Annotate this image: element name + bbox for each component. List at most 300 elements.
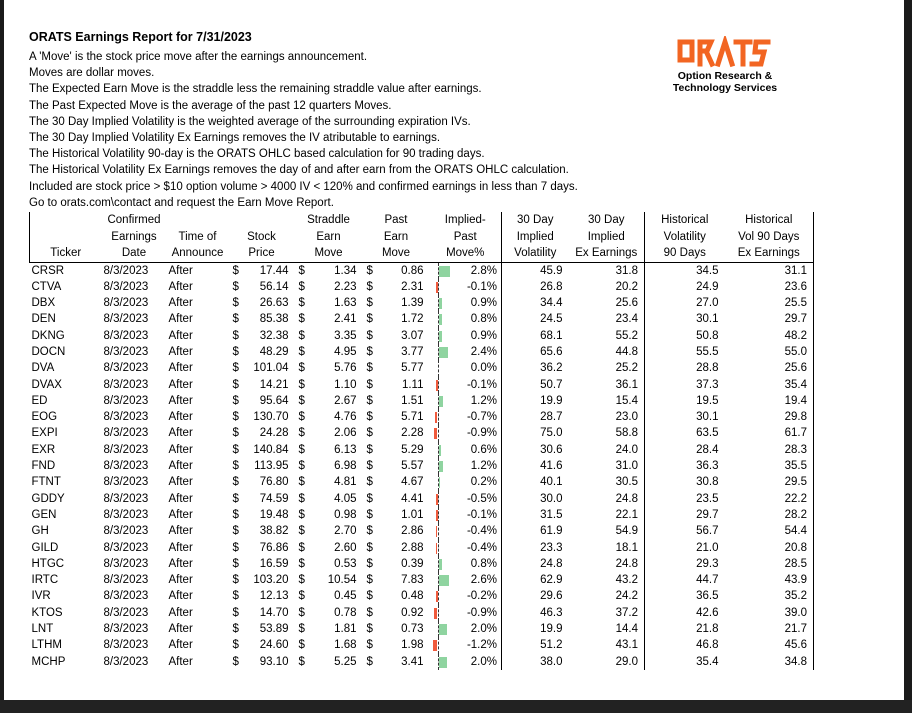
dollar-sign: $ (366, 557, 373, 570)
dollar-sign: $ (232, 427, 239, 440)
hv90-cell: 30.1 (696, 313, 719, 326)
past-earn-move-cell-value: 5.77 (401, 362, 424, 375)
past-earn-move-cell (363, 637, 430, 653)
stock-price-cell (229, 507, 295, 523)
iv30-cell: 41.6 (540, 460, 563, 473)
iv30-cell: 19.9 (540, 394, 563, 407)
stock-price-cell-value: 101.04 (253, 362, 289, 375)
hv90-cell: 46.8 (696, 639, 719, 652)
move-bar (439, 396, 444, 407)
straddle-earn-move-cell (295, 507, 363, 523)
implied-past-move-value: 0.2% (470, 476, 497, 489)
straddle-earn-move-cell (295, 311, 363, 327)
bar-axis (438, 637, 439, 653)
dollar-sign: $ (232, 264, 239, 277)
earnings-date-cell: 8/3/2023 (103, 411, 149, 424)
ticker-cell: CRSR (31, 264, 65, 277)
stock-price-cell (229, 311, 295, 327)
implied-past-move-value: -0.9% (466, 606, 497, 619)
past-earn-move-cell-value: 0.73 (401, 623, 424, 636)
straddle-earn-move-cell (295, 279, 363, 295)
dollar-sign: $ (366, 525, 373, 538)
dollar-sign: $ (298, 411, 305, 424)
implied-past-move-cell (430, 507, 502, 523)
ticker-cell: GEN (31, 508, 57, 521)
bar-axis (438, 491, 439, 507)
past-earn-move-cell (363, 621, 430, 637)
hv90-ex-earnings-cell: 28.3 (725, 442, 814, 458)
iv30-cell: 75.0 (540, 427, 563, 440)
implied-past-move-value: 2.4% (470, 345, 497, 358)
dollar-sign: $ (366, 443, 373, 456)
iv30-ex-earnings-cell: 20.2 (569, 279, 645, 295)
iv30-cell: 36.2 (540, 362, 563, 375)
stock-price-cell-value: 48.29 (259, 345, 289, 358)
announce-time-cell: After (168, 655, 193, 668)
table-body (30, 262, 814, 670)
report-page (4, 0, 904, 700)
iv30-cell: 30.0 (540, 492, 563, 505)
ticker-cell: EXR (31, 443, 56, 456)
table-row (30, 458, 814, 474)
stock-price-cell (229, 442, 295, 458)
earnings-date-cell: 8/3/2023 (103, 280, 149, 293)
straddle-earn-move-cell-value: 1.68 (334, 639, 357, 652)
iv30-ex-earnings-cell: 55.2 (569, 328, 645, 344)
table-row (30, 425, 814, 441)
earnings-date-cell: 8/3/2023 (103, 345, 149, 358)
stock-price-cell (229, 637, 295, 653)
straddle-earn-move-cell (295, 491, 363, 507)
dollar-sign: $ (232, 590, 239, 603)
iv30-cell: 26.8 (540, 280, 563, 293)
past-earn-move-cell-value: 1.72 (401, 313, 424, 326)
dollar-sign: $ (298, 508, 305, 521)
note-line: The Historical Volatility 90-day is the ORATS OHLC based calculation for 90 trading days. (29, 148, 485, 161)
stock-price-cell (229, 344, 295, 360)
column-header: Earn (316, 230, 341, 243)
earnings-date-cell: 8/3/2023 (103, 508, 149, 521)
move-bar (439, 445, 441, 456)
past-earn-move-cell (363, 425, 430, 441)
ticker-cell: DOCN (31, 345, 66, 358)
implied-past-move-value: -0.1% (466, 280, 497, 293)
dollar-sign: $ (366, 411, 373, 424)
iv30-ex-earnings-cell: 23.0 (569, 409, 645, 425)
earnings-table (29, 212, 814, 670)
hv90-ex-earnings-cell: 48.2 (725, 328, 814, 344)
implied-past-move-cell (430, 360, 502, 376)
straddle-earn-move-cell (295, 360, 363, 376)
dollar-sign: $ (366, 313, 373, 326)
dollar-sign: $ (232, 362, 239, 375)
past-earn-move-cell (363, 409, 430, 425)
earnings-date-cell: 8/3/2023 (103, 492, 149, 505)
column-header: Move (363, 245, 430, 262)
implied-past-move-value: -1.2% (466, 639, 497, 652)
iv30-ex-earnings-cell: 30.5 (569, 474, 645, 490)
implied-past-move-value: 2.0% (470, 623, 497, 636)
column-header: Vol 90 Days (725, 229, 814, 246)
column-header: Implied (502, 229, 569, 246)
straddle-earn-move-cell (295, 393, 363, 409)
stock-price-cell (229, 360, 295, 376)
note-line: Included are stock price > $10 option volume > 4000 IV < 120% and confirmed earnings in less than 7 days. (29, 180, 578, 193)
ticker-cell: ED (31, 394, 48, 407)
straddle-earn-move-cell-value: 1.81 (334, 623, 357, 636)
ticker-cell: GH (31, 525, 49, 538)
stock-price-cell (229, 458, 295, 474)
column-header: Stock (247, 230, 276, 243)
stock-price-cell-value: 93.10 (259, 655, 289, 668)
past-earn-move-cell-value: 1.01 (401, 508, 424, 521)
ticker-cell: IVR (31, 590, 51, 603)
dollar-sign: $ (298, 362, 305, 375)
earnings-date-cell: 8/3/2023 (103, 460, 149, 473)
past-earn-move-cell (363, 474, 430, 490)
past-earn-move-cell-value: 5.57 (401, 460, 424, 473)
straddle-earn-move-cell (295, 621, 363, 637)
column-header: Volatility (502, 245, 569, 262)
dollar-sign: $ (298, 427, 305, 440)
move-bar (439, 347, 449, 358)
stock-price-cell (229, 491, 295, 507)
iv30-ex-earnings-cell: 37.2 (569, 605, 645, 621)
table-row (30, 507, 814, 523)
past-earn-move-cell (363, 295, 430, 311)
stock-price-cell (229, 377, 295, 393)
iv30-ex-earnings-cell: 58.8 (569, 425, 645, 441)
stock-price-cell (229, 409, 295, 425)
straddle-earn-move-cell-value: 0.78 (334, 606, 357, 619)
implied-past-move-cell (430, 458, 502, 474)
straddle-earn-move-cell-value: 1.10 (334, 378, 357, 391)
dollar-sign: $ (232, 623, 239, 636)
implied-past-move-cell (430, 540, 502, 556)
iv30-ex-earnings-cell: 43.2 (569, 572, 645, 588)
dollar-sign: $ (366, 639, 373, 652)
dollar-sign: $ (232, 297, 239, 310)
dollar-sign: $ (366, 606, 373, 619)
hv90-ex-earnings-cell: 29.7 (725, 311, 814, 327)
announce-time-cell: After (168, 492, 193, 505)
past-earn-move-cell-value: 5.29 (401, 443, 424, 456)
ticker-cell: GILD (31, 541, 59, 554)
dollar-sign: $ (232, 541, 239, 554)
stock-price-cell-value: 26.63 (259, 297, 289, 310)
hv90-cell: 28.8 (696, 362, 719, 375)
ticker-cell: IRTC (31, 574, 59, 587)
straddle-earn-move-cell (295, 605, 363, 621)
bar-axis (438, 409, 439, 425)
table-row (30, 360, 814, 376)
note-line: The Historical Volatility Ex Earnings removes the day of and after earn from the ORATS OHLC calculation. (29, 164, 569, 177)
move-bar (439, 657, 447, 668)
column-header: Time of (178, 230, 217, 243)
dollar-sign: $ (298, 574, 305, 587)
past-earn-move-cell-value: 7.83 (401, 574, 424, 587)
iv30-cell: 68.1 (540, 329, 563, 342)
hv90-ex-earnings-cell: 43.9 (725, 572, 814, 588)
move-bar (436, 282, 438, 293)
earnings-date-cell: 8/3/2023 (103, 443, 149, 456)
past-earn-move-cell (363, 458, 430, 474)
table-row (30, 295, 814, 311)
announce-time-cell: After (168, 329, 193, 342)
straddle-earn-move-cell (295, 344, 363, 360)
column-header: Move (295, 245, 363, 262)
dollar-sign: $ (366, 655, 373, 668)
hv90-ex-earnings-cell: 55.0 (725, 344, 814, 360)
column-header: Earnings (111, 230, 157, 243)
ticker-cell: EXPI (31, 427, 58, 440)
stock-price-cell (229, 262, 295, 279)
dollar-sign: $ (366, 590, 373, 603)
straddle-earn-move-cell-value: 2.23 (334, 280, 357, 293)
straddle-earn-move-cell-value: 2.67 (334, 394, 357, 407)
iv30-cell: 51.2 (540, 639, 563, 652)
hv90-cell: 63.5 (696, 427, 719, 440)
earnings-date-cell: 8/3/2023 (103, 655, 149, 668)
dollar-sign: $ (298, 313, 305, 326)
announce-time-cell: After (168, 411, 193, 424)
table-row (30, 393, 814, 409)
dollar-sign: $ (232, 443, 239, 456)
hv90-cell: 56.7 (696, 525, 719, 538)
iv30-ex-earnings-cell: 18.1 (569, 540, 645, 556)
move-bar (439, 575, 449, 586)
column-header: Price (229, 245, 295, 262)
stock-price-cell (229, 328, 295, 344)
dollar-sign: $ (366, 329, 373, 342)
note-line: The 30 Day Implied Volatility Ex Earnings removes the IV atributable to earnings. (29, 131, 441, 144)
earnings-date-cell: 8/3/2023 (103, 476, 149, 489)
table-row (30, 654, 814, 670)
report-title: ORATS Earnings Report for 7/31/2023 (29, 30, 252, 44)
dollar-sign: $ (298, 606, 305, 619)
ticker-cell: KTOS (31, 606, 63, 619)
hv90-cell: 29.3 (696, 557, 719, 570)
announce-time-cell: After (168, 443, 193, 456)
past-earn-move-cell-value: 2.31 (401, 280, 424, 293)
iv30-cell: 38.0 (540, 655, 563, 668)
past-earn-move-cell-value: 4.41 (401, 492, 424, 505)
implied-past-move-value: -0.4% (466, 541, 497, 554)
iv30-ex-earnings-cell: 25.2 (569, 360, 645, 376)
dollar-sign: $ (366, 394, 373, 407)
announce-time-cell: After (168, 362, 193, 375)
implied-past-move-value: 2.8% (470, 264, 497, 277)
column-header: Confirmed (107, 214, 161, 226)
ticker-cell: CTVA (31, 280, 62, 293)
move-bar (433, 640, 438, 651)
past-earn-move-cell-value: 2.88 (401, 541, 424, 554)
announce-time-cell: After (168, 280, 193, 293)
dollar-sign: $ (298, 557, 305, 570)
table-row (30, 605, 814, 621)
iv30-ex-earnings-cell: 24.8 (569, 491, 645, 507)
stock-price-cell (229, 572, 295, 588)
earnings-date-cell: 8/3/2023 (103, 574, 149, 587)
implied-past-move-cell (430, 377, 502, 393)
straddle-earn-move-cell (295, 523, 363, 539)
iv30-ex-earnings-cell: 15.4 (569, 393, 645, 409)
dollar-sign: $ (298, 590, 305, 603)
iv30-cell: 65.6 (540, 345, 563, 358)
dollar-sign: $ (232, 394, 239, 407)
earnings-date-cell: 8/3/2023 (103, 541, 149, 554)
straddle-earn-move-cell (295, 458, 363, 474)
past-earn-move-cell (363, 328, 430, 344)
earnings-date-cell: 8/3/2023 (103, 606, 149, 619)
past-earn-move-cell (363, 491, 430, 507)
announce-time-cell: After (168, 297, 193, 310)
dollar-sign: $ (298, 492, 305, 505)
implied-past-move-cell (430, 605, 502, 621)
logo-subtitle-line-1: Option Research & (677, 70, 773, 82)
iv30-ex-earnings-cell: 23.4 (569, 311, 645, 327)
stock-price-cell-value: 85.38 (259, 313, 289, 326)
notes-list (29, 49, 578, 211)
note-line: The 30 Day Implied Volatility is the weighted average of the surrounding expiration IVs. (29, 115, 471, 128)
straddle-earn-move-cell-value: 0.53 (334, 557, 357, 570)
dollar-sign: $ (366, 362, 373, 375)
dollar-sign: $ (298, 476, 305, 489)
move-bar (436, 380, 438, 391)
earnings-date-cell: 8/3/2023 (103, 623, 149, 636)
implied-past-move-value: 2.0% (470, 655, 497, 668)
announce-time-cell: After (168, 574, 193, 587)
dollar-sign: $ (232, 525, 239, 538)
dollar-sign: $ (232, 655, 239, 668)
column-header: 30 Day (502, 212, 569, 229)
column-header: Implied (569, 229, 645, 246)
move-bar (436, 494, 438, 505)
past-earn-move-cell (363, 654, 430, 670)
move-bar (439, 314, 442, 325)
column-header (229, 212, 295, 229)
dollar-sign: $ (232, 508, 239, 521)
dollar-sign: $ (298, 329, 305, 342)
straddle-earn-move-cell-value: 5.25 (334, 655, 357, 668)
bar-axis (438, 377, 439, 393)
orats-logo (670, 36, 780, 94)
straddle-earn-move-cell-value: 4.05 (334, 492, 357, 505)
stock-price-cell-value: 12.13 (259, 590, 289, 603)
bar-axis (438, 540, 439, 556)
dollar-sign: $ (298, 443, 305, 456)
past-earn-move-cell-value: 1.98 (401, 639, 424, 652)
stock-price-cell (229, 279, 295, 295)
implied-past-move-cell (430, 588, 502, 604)
hv90-cell: 34.5 (696, 264, 719, 277)
iv30-ex-earnings-cell: 25.6 (569, 295, 645, 311)
straddle-earn-move-cell-value: 2.60 (334, 541, 357, 554)
hv90-ex-earnings-cell: 25.6 (725, 360, 814, 376)
straddle-earn-move-cell-value: 1.63 (334, 297, 357, 310)
dollar-sign: $ (366, 541, 373, 554)
straddle-earn-move-cell-value: 4.95 (334, 345, 357, 358)
dollar-sign: $ (298, 280, 305, 293)
stock-price-cell-value: 74.59 (259, 492, 289, 505)
dollar-sign: $ (366, 460, 373, 473)
hv90-ex-earnings-cell: 21.7 (725, 621, 814, 637)
dollar-sign: $ (366, 297, 373, 310)
hv90-cell: 35.4 (696, 655, 719, 668)
hv90-cell: 50.8 (696, 329, 719, 342)
ticker-cell: DBX (31, 297, 56, 310)
hv90-cell: 21.8 (696, 623, 719, 636)
iv30-cell: 30.6 (540, 443, 563, 456)
dollar-sign: $ (298, 525, 305, 538)
hv90-ex-earnings-cell: 35.2 (725, 588, 814, 604)
stock-price-cell-value: 76.80 (259, 476, 289, 489)
dollar-sign: $ (298, 378, 305, 391)
implied-past-move-value: -0.9% (466, 427, 497, 440)
dollar-sign: $ (232, 476, 239, 489)
implied-past-move-cell (430, 279, 502, 295)
table-row (30, 442, 814, 458)
iv30-ex-earnings-cell: 44.8 (569, 344, 645, 360)
column-header: Ex Earnings (569, 245, 645, 262)
dollar-sign: $ (366, 623, 373, 636)
earnings-date-cell: 8/3/2023 (103, 329, 149, 342)
column-header (167, 212, 229, 229)
hv90-ex-earnings-cell: 35.5 (725, 458, 814, 474)
past-earn-move-cell (363, 507, 430, 523)
straddle-earn-move-cell-value: 2.70 (334, 525, 357, 538)
move-bar (439, 461, 444, 472)
hv90-cell: 23.5 (696, 492, 719, 505)
hv90-ex-earnings-cell: 23.6 (725, 279, 814, 295)
bar-axis (438, 360, 439, 376)
implied-past-move-cell (430, 295, 502, 311)
move-bar (439, 331, 443, 342)
ticker-cell: EOG (31, 411, 58, 424)
iv30-ex-earnings-cell: 54.9 (569, 523, 645, 539)
ticker-cell: DEN (31, 313, 56, 326)
table-row (30, 588, 814, 604)
move-bar (439, 298, 443, 309)
dollar-sign: $ (232, 557, 239, 570)
implied-past-move-value: 1.2% (470, 460, 497, 473)
dollar-sign: $ (232, 378, 239, 391)
iv30-cell: 24.5 (540, 313, 563, 326)
stock-price-cell-value: 17.44 (259, 264, 289, 277)
past-earn-move-cell (363, 572, 430, 588)
hv90-cell: 36.5 (696, 590, 719, 603)
announce-time-cell: After (168, 427, 193, 440)
iv30-cell: 62.9 (540, 574, 563, 587)
past-earn-move-cell-value: 3.07 (401, 329, 424, 342)
past-earn-move-cell-value: 3.41 (401, 655, 424, 668)
past-earn-move-cell (363, 442, 430, 458)
table-row (30, 377, 814, 393)
hv90-ex-earnings-cell: 20.8 (725, 540, 814, 556)
hv90-ex-earnings-cell: 31.1 (725, 262, 814, 279)
announce-time-cell: After (168, 606, 193, 619)
column-header (30, 229, 102, 246)
dollar-sign: $ (366, 345, 373, 358)
stock-price-cell (229, 425, 295, 441)
hv90-cell: 29.7 (696, 508, 719, 521)
hv90-cell: 55.5 (696, 345, 719, 358)
stock-price-cell (229, 588, 295, 604)
hv90-ex-earnings-cell: 28.2 (725, 507, 814, 523)
iv30-ex-earnings-cell: 24.2 (569, 588, 645, 604)
straddle-earn-move-cell (295, 262, 363, 279)
stock-price-cell (229, 295, 295, 311)
